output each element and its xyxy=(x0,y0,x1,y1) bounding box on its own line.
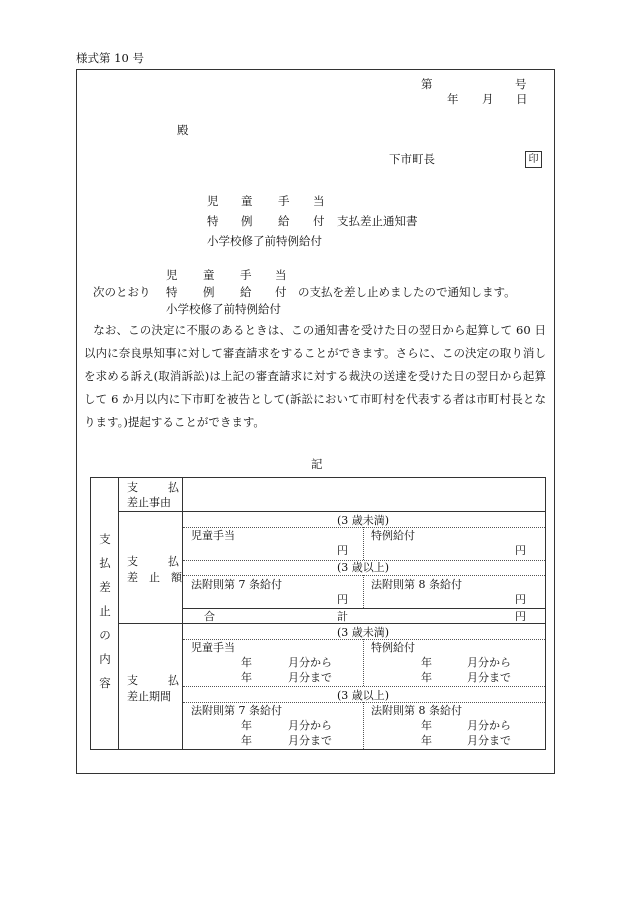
number-prefix: 第 xyxy=(421,77,433,91)
notice-line2-c1: 特 xyxy=(166,285,178,299)
notice-line3: 小学校修了前特例給付 xyxy=(166,302,281,316)
period-year-8: 年 xyxy=(421,734,432,747)
amount-yen-2: 円 xyxy=(515,544,526,557)
reason-label-c: 差止事由 xyxy=(127,496,171,509)
period-under3-header: (3 歳未満) xyxy=(337,626,390,639)
period-label-a: 支 xyxy=(127,674,138,687)
amount-label-c: 差 止 額 xyxy=(127,571,182,584)
title-suffix: 支払差止通知書 xyxy=(337,214,418,228)
title-line1-c2: 童 xyxy=(241,194,253,208)
notice-line1-c4: 当 xyxy=(275,268,287,282)
period-child-allowance: 児童手当 xyxy=(191,641,235,654)
amount-special: 特例給付 xyxy=(371,529,415,542)
notice-line1-c3: 手 xyxy=(240,268,252,282)
period-label-c: 差止期間 xyxy=(127,690,171,703)
reason-label-b: 払 xyxy=(168,481,179,494)
amount-yen-1: 円 xyxy=(337,544,348,557)
period-year-2: 年 xyxy=(421,656,432,669)
reason-label-a: 支 xyxy=(127,481,138,494)
title-line3: 小学校修了前特例給付 xyxy=(207,234,322,248)
title-line1-c3: 手 xyxy=(278,194,290,208)
detail-table xyxy=(90,477,546,750)
period-from-3: 月分から xyxy=(288,719,332,732)
period-from-1: 月分から xyxy=(288,656,332,669)
period-year-5: 年 xyxy=(241,719,252,732)
amount-child-allowance: 児童手当 xyxy=(191,529,235,542)
number-suffix: 号 xyxy=(515,77,527,91)
date-year: 年 xyxy=(447,92,459,106)
total-label-a: 合 xyxy=(204,610,215,623)
seal-mark: 印 xyxy=(525,151,542,168)
notice-line2-c2: 例 xyxy=(203,285,215,299)
notice-suffix: の支払を差し止めましたので通知します。 xyxy=(298,285,516,299)
amount-over3-header: (3 歳以上) xyxy=(337,561,390,574)
ki-heading: 記 xyxy=(311,457,323,471)
period-year-3: 年 xyxy=(241,671,252,684)
notice-prefix: 次のとおり xyxy=(93,285,151,299)
notice-line2-c4: 付 xyxy=(275,285,287,299)
amount-art8: 法附則第 8 条給付 xyxy=(371,578,462,591)
period-to-2: 月分まで xyxy=(467,671,511,684)
addressee-honorific: 殿 xyxy=(177,123,189,137)
period-from-2: 月分から xyxy=(467,656,511,669)
amount-under3-header: (3 歳未満) xyxy=(337,514,390,527)
amount-yen-4: 円 xyxy=(515,593,526,606)
period-year-7: 年 xyxy=(241,734,252,747)
period-to-4: 月分まで xyxy=(467,734,511,747)
total-yen: 円 xyxy=(515,610,526,623)
amount-label-a: 支 xyxy=(127,555,138,568)
notice-line2-c3: 給 xyxy=(240,285,252,299)
period-year-1: 年 xyxy=(241,656,252,669)
title-line1-c1: 児 xyxy=(207,194,219,208)
title-line1-c4: 当 xyxy=(313,194,325,208)
title-line2-c4: 付 xyxy=(313,214,325,228)
period-special: 特例給付 xyxy=(371,641,415,654)
period-year-6: 年 xyxy=(421,719,432,732)
notice-line1-c1: 児 xyxy=(166,268,178,282)
form-number: 様式第 10 号 xyxy=(76,51,144,65)
period-to-1: 月分まで xyxy=(288,671,332,684)
period-from-4: 月分から xyxy=(467,719,511,732)
title-line2-c1: 特 xyxy=(207,214,219,228)
period-label-b: 払 xyxy=(168,674,179,687)
date-month: 月 xyxy=(482,92,494,106)
period-year-4: 年 xyxy=(421,671,432,684)
title-line2-c3: 給 xyxy=(278,214,290,228)
amount-art7: 法附則第 7 条給付 xyxy=(191,578,282,591)
appeal-paragraph: なお、この決定に不服のあるときは、この通知書を受けた日の翌日から起算して 60 日以内に奈良県知事に対して審査請求をすることができます。さらに、この決定の取り消しを求める訴え(取消訴訟)は上記の審査請求に対する裁決の送達を受けた日の翌日から起算して 6 か月以内に下市町を被告として(訴訟において市町村を代表する者は市町村長となります。)提起することができます。 xyxy=(84,323,546,429)
period-to-3: 月分まで xyxy=(288,734,332,747)
side-label: 支 払 差 止 の 内 容 xyxy=(99,532,111,690)
sender-name: 下市町長 xyxy=(389,152,435,166)
title-line2-c2: 例 xyxy=(241,214,253,228)
period-over3-header: (3 歳以上) xyxy=(337,689,390,702)
notice-line1-c2: 童 xyxy=(203,268,215,282)
date-day: 日 xyxy=(516,92,528,106)
total-label-b: 計 xyxy=(337,610,348,623)
amount-yen-3: 円 xyxy=(337,593,348,606)
amount-label-b: 払 xyxy=(168,555,179,568)
period-art8: 法附則第 8 条給付 xyxy=(371,704,462,717)
period-art7: 法附則第 7 条給付 xyxy=(191,704,282,717)
